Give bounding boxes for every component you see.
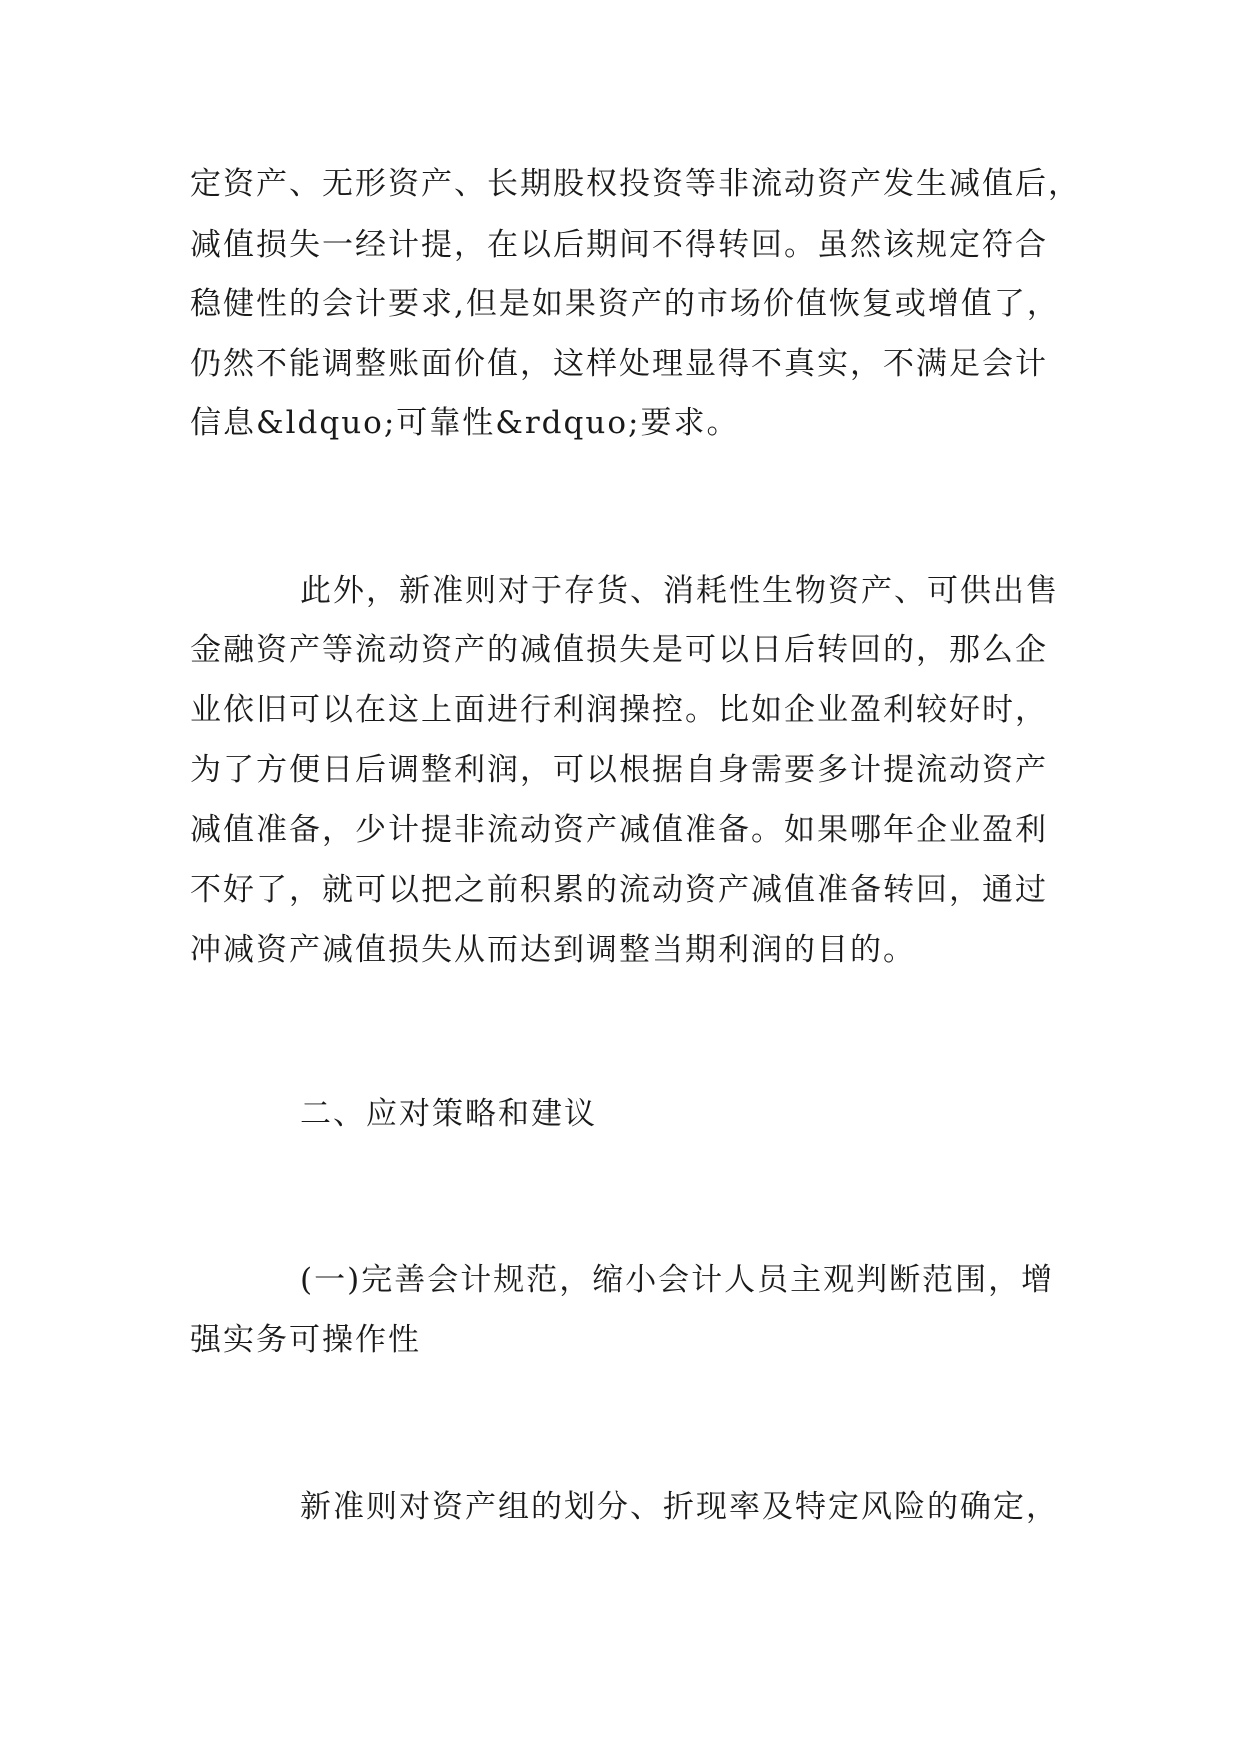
paragraph-2-line-2: 金融资产等流动资产的减值损失是可以日后转回的，那么企 [190, 632, 1048, 668]
subheading-line-1: (一)完善会计规范，缩小会计人员主观判断范围，增 [300, 1262, 1055, 1298]
paragraph-2-line-5: 减值准备，少计提非流动资产减值准备。如果哪年企业盈利 [190, 812, 1048, 848]
paragraph-1-line-3: 稳健性的会计要求,但是如果资产的市场价值恢复或增值了， [190, 286, 1060, 322]
paragraph-1-line-4: 仍然不能调整账面价值，这样处理显得不真实，不满足会计 [190, 346, 1048, 382]
paragraph-2-line-7: 冲减资产减值损失从而达到调整当期利润的目的。 [190, 932, 916, 968]
paragraph-2-line-6: 不好了，就可以把之前积累的流动资产减值准备转回，通过 [190, 872, 1048, 908]
paragraph-2-line-3: 业依旧可以在这上面进行利润操控。比如企业盈利较好时， [190, 692, 1048, 728]
paragraph-2-line-1: 此外，新准则对于存货、消耗性生物资产、可供出售 [300, 573, 1059, 609]
section-heading: 二、应对策略和建议 [300, 1096, 597, 1132]
paragraph-1-line-1: 定资产、无形资产、长期股权投资等非流动资产发生减值后， [190, 166, 1081, 202]
paragraph-1-line-2: 减值损失一经计提，在以后期间不得转回。虽然该规定符合 [190, 227, 1048, 263]
paragraph-2-line-4: 为了方便日后调整利润，可以根据自身需要多计提流动资产 [190, 752, 1048, 788]
subheading-line-2: 强实务可操作性 [190, 1322, 421, 1358]
paragraph-3-line-1: 新准则对资产组的划分、折现率及特定风险的确定， [300, 1489, 1059, 1525]
paragraph-1-line-5: 信息&ldquo;可靠性&rdquo;要求。 [190, 405, 740, 441]
